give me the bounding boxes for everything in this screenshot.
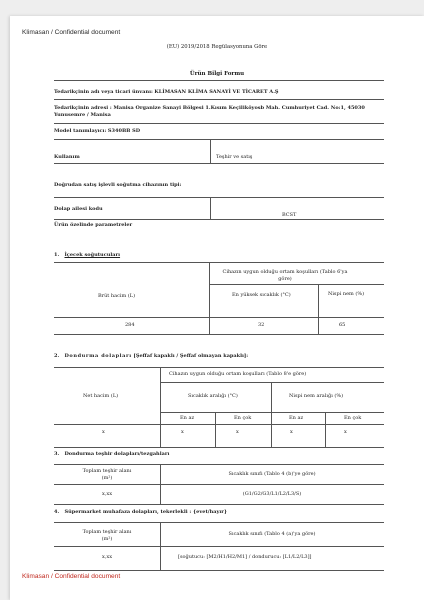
- divider: [160, 412, 384, 413]
- section4-title: Süpermarket muhafaza dolapları, tekerlekli : {evet/hayır}: [64, 509, 228, 515]
- section3-temp-class-value: (G1/G2/G3/L1/L2/L3/S): [242, 491, 302, 497]
- usage-label: Kullanım: [54, 154, 80, 160]
- section3-display-area-value: x,xx: [101, 491, 113, 497]
- divider: [54, 80, 384, 81]
- section2-number: 2.: [54, 353, 60, 359]
- section3-heading: [54, 451, 169, 458]
- divider: [54, 522, 384, 523]
- temp-max-label: En çok: [234, 415, 252, 421]
- section2-heading: [54, 353, 248, 360]
- usage-value: Teşhir ve satış: [216, 154, 253, 160]
- humidity-max-label: En çok: [344, 415, 362, 421]
- cooler-label: [soğutucu:: [178, 554, 205, 560]
- product-params-label: Ürün özelinde parametreler: [54, 222, 133, 228]
- gross-volume-label: Brüt hacim (L): [98, 293, 136, 299]
- divider: [271, 382, 272, 447]
- divider: [54, 484, 384, 485]
- supplier-name-label: Tedarikçinin adı veya ticari ünvanı:: [54, 89, 153, 95]
- supplier-address-value: Manisa Organize Sanayi Bölgesi 1.Kısım Keçiliköyosb Mah. Cumhuriyet Cad. No:1, 45030 Yunusemre / Manisa: [54, 105, 365, 118]
- document-page: [10, 16, 424, 600]
- freezer-label: / dondurucu:: [248, 554, 282, 560]
- divider: [54, 99, 384, 100]
- confidential-footer: Klimasan / Confidential document: [22, 573, 121, 580]
- divider: [54, 123, 384, 124]
- section1-title: İçecek soğutucuları: [64, 252, 121, 258]
- supplier-address-label: Tedarikçinin adresi :: [54, 105, 112, 111]
- section4-display-area-unit: (m²): [101, 536, 113, 542]
- divider: [54, 219, 384, 220]
- section2-value-cell: x: [181, 429, 184, 435]
- section2-value-cell: x: [344, 429, 347, 435]
- divider: [54, 447, 384, 448]
- divider: [54, 464, 384, 465]
- divider: [215, 412, 216, 447]
- divider: [160, 382, 384, 383]
- max-temp-value: 32: [258, 322, 265, 328]
- divider: [209, 284, 384, 285]
- model-label: Model tanımlayıcı:: [54, 128, 107, 134]
- divider: [54, 139, 384, 140]
- gross-volume-value: 284: [125, 322, 135, 328]
- form-title: Ürün Bilgi Formu: [189, 71, 245, 77]
- direct-sales-label: Doğrudan satış işlevli soğutma cihazının tipi:: [54, 182, 182, 188]
- model-value: S340BB SD: [107, 128, 141, 134]
- divider: [210, 139, 211, 164]
- supplier-address-row: [54, 105, 374, 118]
- confidential-header: Klimasan / Confidential document: [22, 29, 121, 36]
- section4-display-area-value: x,xx: [101, 554, 113, 560]
- divider: [325, 412, 326, 447]
- section4-temp-class-label: Sıcaklık sınıfı (Tablo 4 (a)'ya göre): [228, 531, 316, 537]
- divider: [54, 317, 384, 318]
- freezer-value: [L1/L2/L3]]: [282, 554, 312, 560]
- section2-ambient-header: Cihazın uygun olduğu ortam koşulları (Tablo 8'e göre): [169, 371, 307, 377]
- section2-subtitle: [Şeffaf kapaklı / Şeffaf olmayan kapaklı]:: [133, 353, 249, 359]
- temp-range-label: Sıcaklık aralığı (°C): [188, 393, 238, 399]
- section4-display-area-label: Toplam teşhir alanı: [82, 529, 132, 535]
- divider: [54, 424, 384, 425]
- cooler-value: [M2/H1/H2/M1]: [206, 554, 248, 560]
- section2-value-cell: x: [236, 429, 239, 435]
- divider: [54, 262, 384, 263]
- section1-number: 1.: [54, 252, 60, 258]
- humidity-range-label: Nispi nem aralığı (%): [289, 393, 344, 399]
- section4-class-values: [178, 554, 312, 561]
- section3-display-area-unit: (m²): [101, 475, 113, 481]
- net-volume-label: Net hacim (L): [83, 393, 119, 399]
- section3-title: Dondurma teşhir dolapları/tezgahları: [64, 451, 170, 457]
- cabinet-family-value: BCST: [282, 212, 297, 218]
- section2-title: Dondurma dolapları: [64, 353, 132, 359]
- divider: [318, 284, 319, 334]
- divider: [54, 334, 384, 335]
- section3-display-area-label: Toplam teşhir alanı: [82, 468, 132, 474]
- divider: [54, 163, 384, 164]
- section1-temp-header: Cihazın uygun olduğu ortam koşulları (Tablo 6'ya göre): [222, 269, 348, 282]
- humidity-min-label: En az: [289, 415, 304, 421]
- section2-value-cell: x: [102, 429, 105, 435]
- humidity-label: Nispi nem (%): [327, 291, 365, 297]
- divider: [54, 197, 384, 198]
- section3-number: 3.: [54, 451, 60, 457]
- supplier-name-row: [54, 89, 279, 96]
- temp-min-label: En az: [180, 415, 195, 421]
- section4-number: 4.: [54, 509, 60, 515]
- humidity-value: 65: [339, 322, 346, 328]
- divider: [54, 367, 384, 368]
- max-temp-label: En yüksek sıcaklık (°C): [232, 292, 291, 298]
- model-row: [54, 128, 140, 135]
- divider: [54, 570, 384, 571]
- divider: [209, 262, 210, 334]
- section2-value-cell: x: [290, 429, 293, 435]
- divider: [210, 197, 211, 219]
- divider: [54, 546, 384, 547]
- divider: [54, 504, 384, 505]
- section1-heading: [54, 252, 120, 259]
- divider: [160, 367, 161, 447]
- cabinet-family-label: Dolap ailesi kodu: [54, 206, 103, 212]
- supplier-name-value: KLİMASAN KLİMA SANAYİ VE TİCARET A.Ş: [154, 89, 279, 95]
- section4-heading: [54, 509, 227, 516]
- section3-temp-class-label: Sıcaklık sınıfı (Tablo 4 (b)'ye göre): [228, 471, 316, 477]
- regulation-reference: (EU) 2019/2018 Regülasyonuna Göre: [166, 44, 268, 50]
